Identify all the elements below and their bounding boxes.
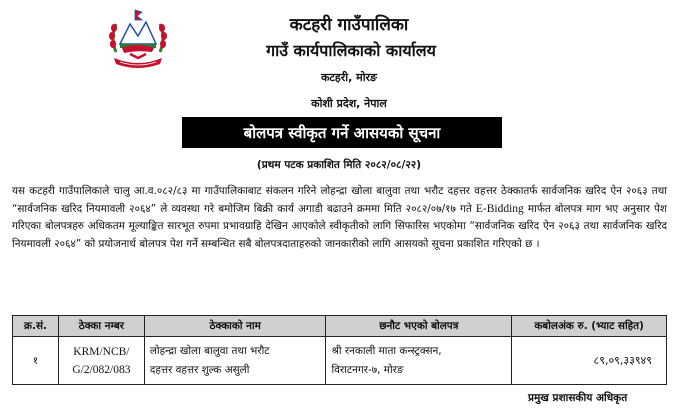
contract-name-line-1: लोहन्द्रा खोला बालुवा तथा भरौट (149, 344, 270, 357)
bidder-line-1: श्री रनकाली माता कन्स्ट्रक्सन, (331, 344, 442, 357)
bidder-line-2: विराटनगर-७, मोरङ (331, 363, 404, 376)
notice-title: बोलपत्र स्वीकृत गर्ने आसयको सूचना (243, 123, 441, 142)
office-name: कटहरी गाउँपालिका (289, 15, 409, 35)
header-selected-bid: छनौट भएको बोलपत्र (326, 316, 512, 337)
header-serial: क्र.सं. (13, 316, 59, 337)
notice-body (12, 183, 667, 253)
cell-selected-bidder (326, 337, 512, 385)
signatory: प्रमुख प्रशासकीय अधिकृत (528, 392, 628, 404)
address-line-2: कोशी प्रदेश, नेपाल (311, 97, 387, 110)
header-contract-number: ठेक्का नम्बर (58, 316, 144, 337)
table-header-row (13, 316, 667, 337)
table-row (13, 337, 667, 385)
cell-contract-name (144, 337, 326, 385)
notice-title-banner (182, 117, 502, 148)
notice-body-ebidding: E-Bidding (475, 202, 524, 215)
header-bid-amount: कबोलअंक रु. (भ्याट सहित) (512, 316, 667, 337)
address-line-1: कटहरी, मोरङ (320, 71, 378, 84)
cell-serial: १ (13, 337, 59, 385)
cell-bid-amount: ८९,०९,३३९४९ (512, 337, 667, 385)
notice-body-part-1: यस कटहरी गाउँपालिकाले चालु आ.व.०८२/८३ मा गाउँपालिकाबाट संकलन गरिने लोहन्द्रा खोला बालुवा तथा भरौट दहत्तर वहत्तर ठेक्कातर्फ सार्वजनिक खरिद ऐन २०६३ तथा “सार्वजनिक खरिद नियमावली २०६४” ले व्यवस्था गरे बमोजिम बिक्री कार्य अगाडी बढाउने क्रममा मिति २०८२/०७/१७ गते (12, 185, 667, 215)
publication-note: (प्रथम पटक प्रकाशित मिति २०८२/०८/२२) (256, 159, 422, 171)
notice-body-part-2: मार्फत बोलपत्र माग भए अनुसार पेश गरिएका बोलपत्रहरु अधिकतम मूल्याङ्कित सारभूत रुपमा प्रभावग्राहि देखिन आएकोले स्वीकृतीको लागि सिफारिस भएकोमा “सार्वजनिक खरिद ऐन २०६३ तथा सार्वजनिक खरिद नियमावली २०६४” को प्रयोजनार्थ बोलपत्र पेश गर्ने सम्बन्धित सबै बोलपत्रदाताहरुको जानकारीको लागि आसयको सूचना प्रकाशित गरिएको छ । (12, 202, 668, 250)
accepted-bid-table (12, 315, 667, 385)
contract-name-line-2: दहत्तर वहत्तर शुल्क असुली (149, 363, 250, 376)
cell-contract-number (58, 337, 144, 385)
contract-number-line-2: G/2/082/083 (72, 363, 131, 376)
contract-number-line-1: KRM/NCB/ (73, 345, 130, 358)
office-title: गाउँ कार्यपालिकाको कार्यालय (266, 41, 436, 60)
header-contract-name: ठेक्काको नाम (144, 316, 326, 337)
